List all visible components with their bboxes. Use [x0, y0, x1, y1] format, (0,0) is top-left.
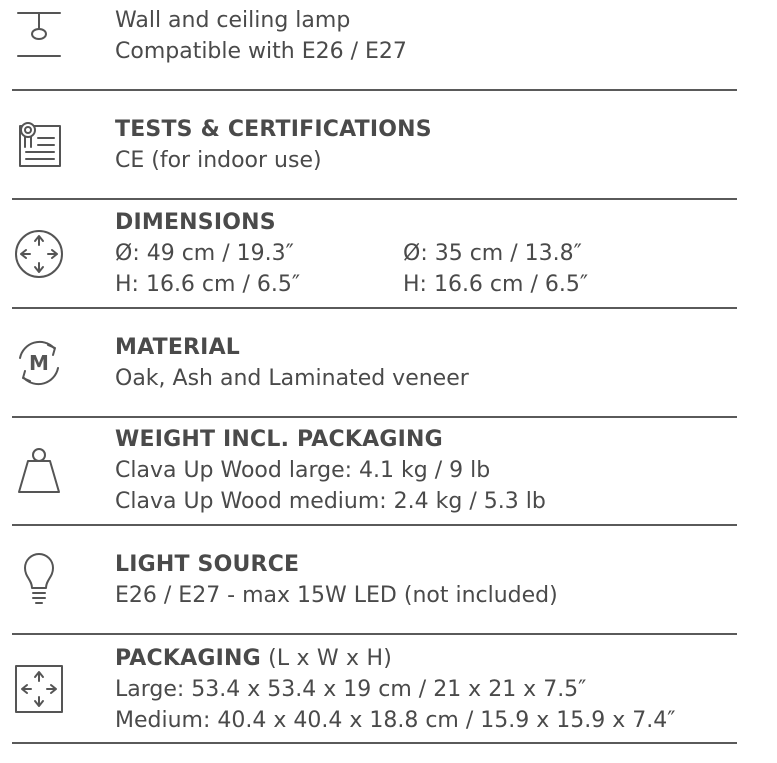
tests-heading: TESTS & CERTIFICATIONS	[115, 117, 432, 142]
weight-heading: WEIGHT INCL. PACKAGING	[115, 427, 443, 452]
packaging-title: PACKAGING	[115, 646, 261, 671]
material-line-1: Oak, Ash and Laminated veneer	[115, 366, 469, 391]
certificate-icon	[10, 116, 68, 174]
light-bulb-icon	[10, 550, 68, 608]
packaging-heading	[115, 643, 757, 674]
divider	[12, 307, 737, 309]
mount-line-1: Wall and ceiling lamp	[115, 8, 351, 33]
dimensions-heading: DIMENSIONS	[115, 210, 276, 235]
dimension-large-diameter: Ø: 49 cm / 19.3″	[115, 241, 294, 266]
divider	[12, 89, 737, 91]
tests-line-1: CE (for indoor use)	[115, 148, 322, 173]
dimension-large-height: H: 16.6 cm / 6.5″	[115, 272, 301, 297]
tests-info	[115, 114, 757, 176]
material-heading: MATERIAL	[115, 335, 241, 360]
mount-line-2: Compatible with E26 / E27	[115, 39, 407, 64]
packaging-heading-suffix: (L x W x H)	[260, 646, 392, 671]
package-box-icon	[10, 660, 68, 718]
material-m-icon	[10, 334, 68, 392]
material-info	[115, 332, 757, 394]
dimension-medium-diameter: Ø: 35 cm / 13.8″	[403, 241, 582, 266]
packaging-info	[115, 643, 757, 736]
weight-info	[115, 424, 757, 517]
pendant-mount-icon	[10, 4, 68, 62]
weight-icon	[10, 442, 68, 500]
divider	[12, 416, 737, 418]
divider	[12, 524, 737, 526]
svg-text:M: M	[29, 351, 49, 375]
divider	[12, 633, 737, 635]
divider	[12, 742, 737, 744]
divider	[12, 198, 737, 200]
dimensions-row	[115, 269, 757, 300]
dimensions-circle-icon	[10, 225, 68, 283]
weight-line-2: Clava Up Wood medium: 2.4 kg / 5.3 lb	[115, 489, 546, 514]
dimension-medium-height: H: 16.6 cm / 6.5″	[403, 272, 589, 297]
light-source-info	[115, 549, 757, 611]
light-source-line-1: E26 / E27 - max 15W LED (not included)	[115, 583, 558, 608]
mount-info	[115, 5, 757, 67]
dimensions-info	[115, 207, 757, 300]
dimensions-row	[115, 238, 757, 269]
light-source-heading: LIGHT SOURCE	[115, 552, 300, 577]
packaging-line-2: Medium: 40.4 x 40.4 x 18.8 cm / 15.9 x 15.9 x 7.4″	[115, 708, 676, 733]
packaging-line-1: Large: 53.4 x 53.4 x 19 cm / 21 x 21 x 7.5″	[115, 677, 587, 702]
weight-line-1: Clava Up Wood large: 4.1 kg / 9 lb	[115, 458, 491, 483]
